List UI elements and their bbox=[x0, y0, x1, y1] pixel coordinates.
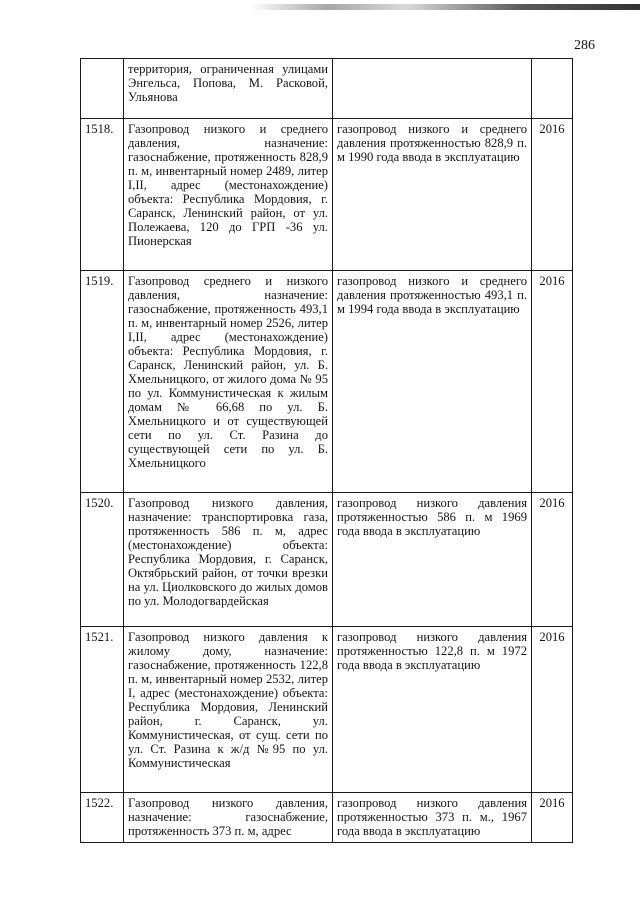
object-basis: газопровод низкого и среднего давления протяженностью 828,9 п. м 1990 года ввода в эксплуатацию bbox=[333, 119, 532, 271]
transfer-year: 2016 bbox=[532, 271, 573, 493]
object-basis bbox=[333, 59, 532, 119]
row-number: 1521. bbox=[81, 627, 124, 793]
transfer-year bbox=[532, 59, 573, 119]
object-description: территория, ограниченная улицами Энгельса, Попова, М. Расковой, Ульянова bbox=[124, 59, 333, 119]
object-description: Газопровод среднего и низкого давления, назначение: газоснабжение, протяженность 493,1 п. м, инвентарный номер 2526, литер I,II, адрес (местонахождение) объекта: Республика Мордовия, г. Саранск, Ленинский район, ул. Б. Хмельницкого, от жилого дома № 95 по ул. Коммунистическая к жилым домам № 66,68 по ул. Б. Хмельницкого и от существующей сети по ул. Ст. Разина до существующей сети по ул. Б. Хмельницкого bbox=[124, 271, 333, 493]
object-basis: газопровод низкого давления протяженностью 122,8 п. м 1972 года ввода в эксплуатацию bbox=[333, 627, 532, 793]
transfer-year: 2016 bbox=[532, 793, 573, 843]
object-basis: газопровод низкого давления протяженностью 586 п. м 1969 года ввода в эксплуатацию bbox=[333, 493, 532, 627]
table-row bbox=[81, 793, 573, 843]
scan-edge-artifact bbox=[250, 4, 640, 10]
table-row bbox=[81, 271, 573, 493]
object-description: Газопровод низкого давления к жилому дому, назначение: газоснабжение, протяженность 122,8 п. м, инвентарный номер 2532, литер I, адрес (местонахождение) объекта: Республика Мордовия, Ленинский район, г. Саранск, ул. Коммунистическая, от сущ. сети по ул. Ст. Разина к ж/д №95 по ул. Коммунистическая bbox=[124, 627, 333, 793]
registry-table bbox=[80, 58, 573, 843]
row-number: 1518. bbox=[81, 119, 124, 271]
row-number: 1519. bbox=[81, 271, 124, 493]
object-description: Газопровод низкого давления, назначение: транспортировка газа, протяженность 586 п. м, адрес (местонахождение) объекта: Республика Мордовия, г. Саранск, Октябрьский район, от точки врезки на ул. Циолковского до жилых домов по ул. Молодогвардейская bbox=[124, 493, 333, 627]
transfer-year: 2016 bbox=[532, 493, 573, 627]
row-number bbox=[81, 59, 124, 119]
object-description: Газопровод низкого давления, назначение: газоснабжение, протяженность 373 п. м, адрес bbox=[124, 793, 333, 843]
table-row bbox=[81, 627, 573, 793]
object-description: Газопровод низкого и среднего давления, назначение: газоснабжение, протяженность 828,9 п. м, инвентарный номер 2489, литер I,II, адрес (местонахождение) объекта: Республика Мордовия, г. Саранск, Ленинский район, от ул. Полежаева, 120 до ГРП -36 ул. Пионерская bbox=[124, 119, 333, 271]
row-number: 1522. bbox=[81, 793, 124, 843]
page-number: 286 bbox=[574, 38, 595, 53]
table-row bbox=[81, 493, 573, 627]
transfer-year: 2016 bbox=[532, 119, 573, 271]
table-row bbox=[81, 119, 573, 271]
object-basis: газопровод низкого и среднего давления протяженностью 493,1 п. м 1994 года ввода в эксплуатацию bbox=[333, 271, 532, 493]
transfer-year: 2016 bbox=[532, 627, 573, 793]
row-number: 1520. bbox=[81, 493, 124, 627]
table-row bbox=[81, 59, 573, 119]
object-basis: газопровод низкого давления протяженностью 373 п. м., 1967 года ввода в эксплуатацию bbox=[333, 793, 532, 843]
